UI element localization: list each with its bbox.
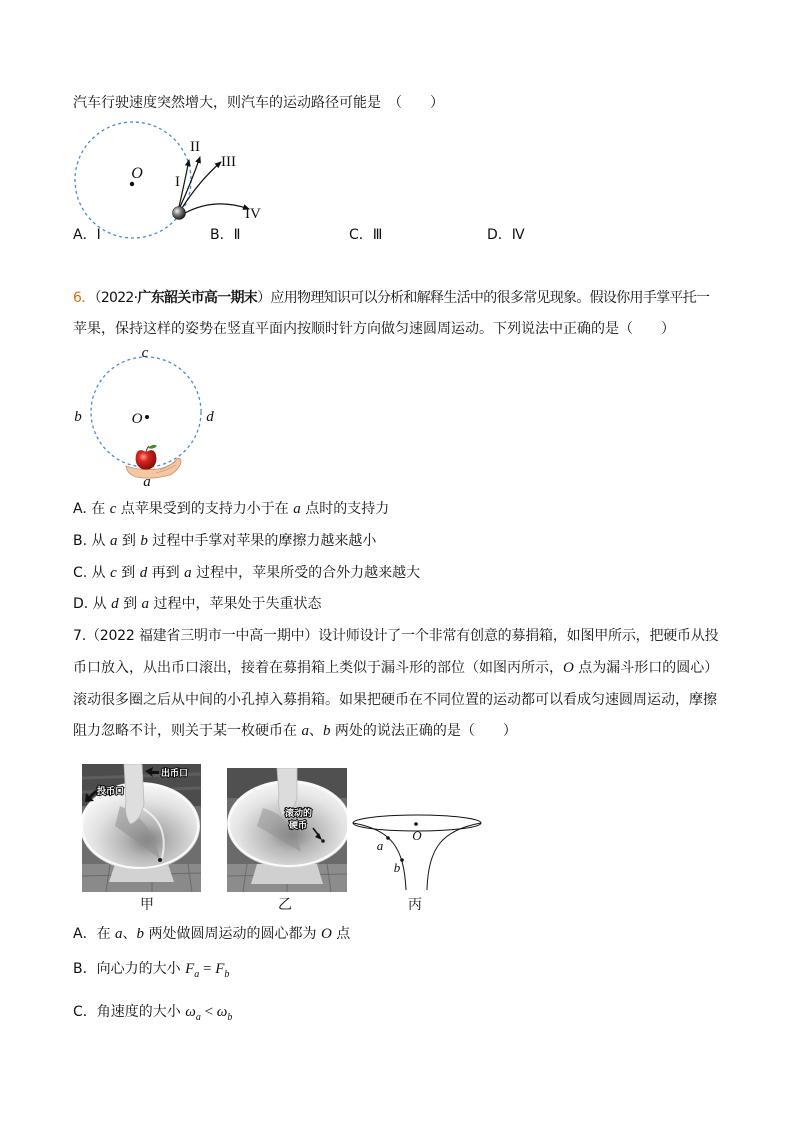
- q6-source-name: 广东韶关市高一期末: [137, 290, 258, 306]
- q5-label-IV: IV: [245, 206, 261, 222]
- q7-option-a-text-4: 点: [331, 926, 351, 942]
- q7-option-c: [73, 1002, 232, 1022]
- q7-caption-yi: 乙: [278, 897, 292, 913]
- q7-stem-line-2-text-2: 点为漏斗形口的圆心）: [573, 660, 719, 676]
- q5-label-III: III: [221, 154, 236, 170]
- q6-label-a: a: [143, 474, 151, 490]
- q7-option-a-text-3: 两处做圆周运动的圆心都为: [144, 926, 321, 942]
- q7-yi-rolling-coin: [321, 839, 325, 843]
- q7-number-source: 7.（2022 福建省三明市一中高一期中）: [73, 628, 319, 644]
- q7-option-a: [73, 924, 350, 944]
- q6-apple-leaf: [148, 445, 157, 449]
- q6-option-c-var-c: c: [110, 565, 117, 581]
- q7-option-b-subscript-b: b: [224, 969, 230, 980]
- q6-option-d-var-d: d: [111, 596, 119, 612]
- q7-stem-line-1: [73, 626, 718, 646]
- q7-option-c-less-than: <: [200, 1004, 217, 1020]
- q6-label-O: O: [131, 411, 143, 427]
- q6-option-d-var-a: a: [141, 596, 150, 612]
- q7-option-a-var-a: a: [115, 926, 123, 942]
- q5-option-b: B．Ⅱ: [210, 227, 241, 243]
- q6-number: 6．: [73, 290, 95, 306]
- q7-option-b-force-symbol-1: F: [185, 961, 195, 977]
- q7-photo-yi: [227, 768, 347, 892]
- q6-center-dot: [145, 415, 149, 419]
- q5-center-label: O: [131, 165, 143, 182]
- q7-option-c-subscript-a: a: [195, 1012, 201, 1023]
- q6-option-b-var-b: b: [140, 533, 148, 549]
- q7-label-rolling-line-2: 硬币: [289, 821, 308, 831]
- q7-option-c-subscript-b: b: [227, 1012, 233, 1023]
- q6-option-d: [73, 594, 322, 614]
- q5-option-c: C．Ⅲ: [349, 227, 383, 243]
- q7-option-b-text: B．向心力的大小: [73, 961, 186, 977]
- q6-option-d-text-2: 到: [118, 596, 142, 612]
- q6-label-d: d: [206, 409, 214, 425]
- q6-option-b-text-1: B. 从: [73, 533, 110, 549]
- q6-option-a-text-1: A. 在: [73, 501, 110, 517]
- q6-option-a-var-a: a: [293, 501, 301, 517]
- q6-option-d-text-3: 过程中，苹果处于失重状态: [149, 596, 322, 612]
- q7-stem-line-2-var-O: O: [563, 660, 574, 676]
- q6-option-c-var-a: a: [184, 565, 192, 581]
- q7-option-c-omega-1: ω: [185, 1004, 196, 1020]
- q6-option-c-text-3: 再到: [147, 565, 185, 581]
- q6-label-c: c: [141, 345, 149, 361]
- q7-funnel-left-wall: [353, 823, 406, 890]
- q7-option-a-text-2: 、: [122, 926, 137, 942]
- q6-source-open: （2022·: [94, 290, 138, 306]
- q7-funnel-center-dot: [414, 822, 418, 826]
- q6-stem-line-2: 苹果，保持这样的姿势在竖直平面内按顺时针方向做匀速圆周运动。下列说法中正确的是（ ）: [73, 321, 675, 337]
- q5-label-II: II: [190, 139, 200, 155]
- q6-option-b-var-a: a: [109, 533, 118, 549]
- q6-option-a-var-c: c: [109, 501, 117, 517]
- q5-option-d: D．Ⅳ: [487, 227, 525, 243]
- q6-stem-text-1: 应用物理知识可以分析和解释生活中的很多常见现象。假设你用手掌平托一: [270, 290, 710, 306]
- q6-stem-line-1: [73, 288, 709, 308]
- q6-option-a: [73, 499, 389, 519]
- q7-stem-line-4-text-3: 两处的说法正确的是（ ）: [330, 723, 517, 739]
- q6-source-close: ）: [257, 290, 271, 306]
- q7-label-rolling-line-1: 滚动的: [285, 809, 313, 819]
- q5-option-a: A．Ⅰ: [73, 227, 101, 243]
- q7-caption-bing: 丙: [408, 897, 422, 913]
- q6-option-b-text-3: 过程中手掌对苹果的摩擦力越来越小: [147, 533, 377, 549]
- q6-option-c-text-2: 到: [116, 565, 140, 581]
- q7-stem-line-4-text-1: 阻力忽略不计，则关于某一枚硬币在: [73, 723, 302, 739]
- q7-stem-line-4-var-a: a: [301, 723, 309, 739]
- q7-option-b-subscript-a: a: [194, 969, 200, 980]
- q7-option-c-text: C．角速度的大小: [73, 1004, 186, 1020]
- q5-center-dot: [130, 182, 134, 186]
- q6-apple-circle-figure: [65, 340, 225, 490]
- q6-option-c: [73, 563, 420, 583]
- q7-option-a-var-O: O: [320, 926, 332, 942]
- q7-stem-line-4: [73, 721, 517, 741]
- q6-label-b: b: [74, 409, 82, 425]
- q7-stem-text-1: 设计师设计了一个非常有创意的募捐箱，如图甲所示，把硬币从投: [318, 628, 719, 644]
- q7-stem-line-2: [73, 658, 718, 678]
- q5-car-ball: [173, 207, 186, 220]
- q6-option-b-text-2: 到: [117, 533, 141, 549]
- q6-option-c-text-1: C. 从: [73, 565, 111, 581]
- q6-option-b: [73, 531, 376, 551]
- q7-point-a: [386, 836, 390, 840]
- q6-option-a-text-2: 点苹果受到的支持力小于在: [116, 501, 294, 517]
- q6-option-c-var-d: d: [139, 565, 148, 581]
- q5-path-II-arrow: [180, 157, 200, 207]
- q7-photo-jia: [82, 764, 201, 892]
- q7-option-a-var-b: b: [136, 926, 145, 942]
- q7-jia-hole: [158, 858, 162, 862]
- q5-path-IV-arrow: [185, 204, 249, 213]
- q7-stem-line-4-text-2: 、: [308, 723, 323, 739]
- q7-caption-jia: 甲: [140, 897, 154, 913]
- q7-option-b-equals: =: [199, 961, 216, 977]
- q6-option-a-text-3: 点时的支持力: [300, 501, 390, 517]
- q7-stem-line-4-var-b: b: [322, 723, 331, 739]
- q7-option-b: [73, 959, 229, 979]
- q6-apple: [136, 450, 157, 469]
- q7-option-b-force-symbol-2: F: [215, 961, 225, 977]
- q6-option-c-text-4: 过程中，苹果所受的合外力越来越大: [191, 565, 421, 581]
- q7-stem-line-3: 滚动很多圈之后从中间的小孔掉入募捐箱。如果把硬币在不同位置的运动都可以看成匀速圆周运动，摩擦: [73, 692, 717, 708]
- q7-label-coin-slot: 投币口: [97, 787, 125, 797]
- q7-label-coin-exit: 出币口: [161, 769, 189, 779]
- q5-label-I: I: [175, 174, 180, 190]
- q7-option-a-text-1: A．在: [73, 926, 116, 942]
- q7-funnel-label-O: O: [412, 828, 422, 843]
- q7-diagram-bing-funnel: [350, 812, 485, 892]
- q7-funnel-label-a: a: [376, 838, 384, 853]
- q7-option-c-omega-2: ω: [216, 1004, 228, 1020]
- q7-stem-line-2-text-1: 币口放入，从出币口滚出，接着在募捐箱上类似于漏斗形的部位（如图丙所示，: [73, 660, 563, 676]
- q5-path-III-arrow: [182, 162, 221, 208]
- q7-point-b: [400, 858, 404, 862]
- q7-funnel-label-b: b: [393, 860, 401, 875]
- q7-funnel-right-wall: [427, 823, 481, 890]
- q5-stem: 汽车行驶速度突然增大，则汽车的运动路径可能是 （ ）: [73, 95, 444, 111]
- q6-option-d-text-1: D. 从: [73, 596, 112, 612]
